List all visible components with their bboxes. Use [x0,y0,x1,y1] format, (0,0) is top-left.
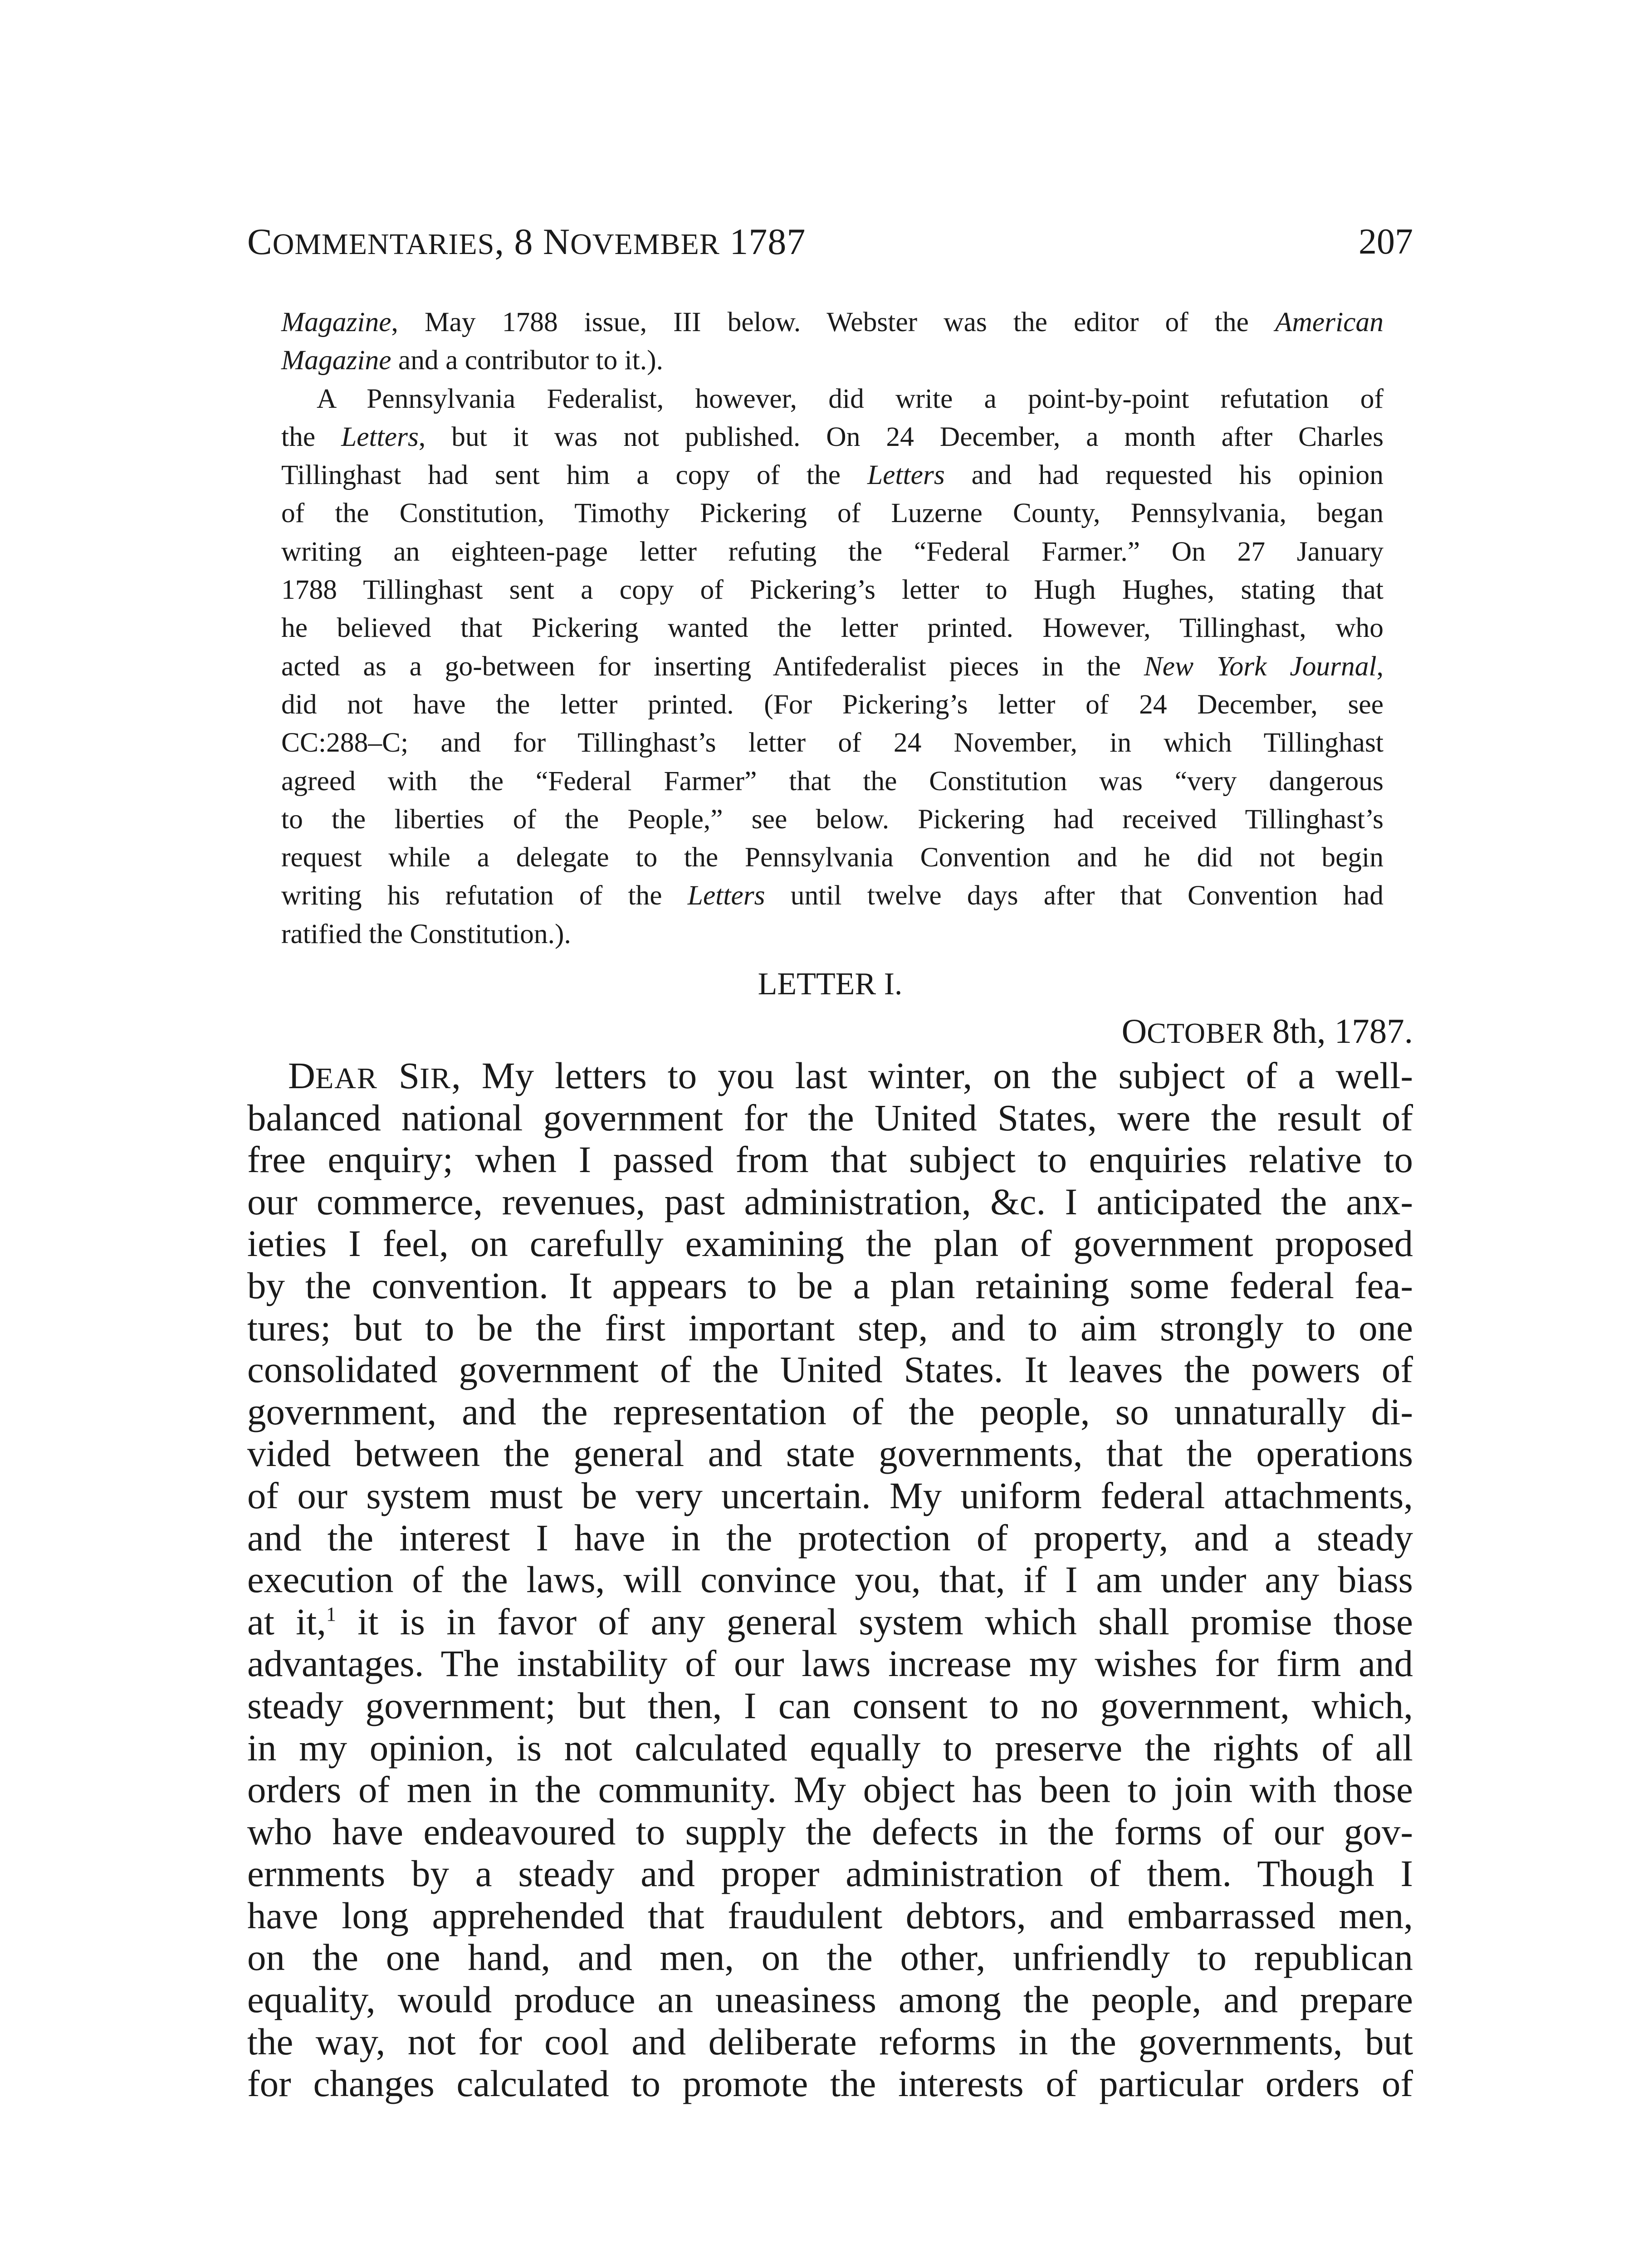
note-line: request while a delegate to the Pennsylvania Convention and he did not begin [281,842,1384,873]
note-line: CC:288–C; and for Tillinghast’s letter of 24 November, in which Tillinghast [281,727,1384,758]
note-line: to the liberties of the People,” see below. Pickering had received Tillinghast’s [281,803,1384,835]
editorial-note [281,303,1384,953]
note-line: 1788 Tillinghast sent a copy of Pickering’s letter to Hugh Hughes, stating that [281,574,1384,606]
note-line: writing his refutation of the Letters until twelve days after that Convention had [281,880,1384,911]
note-line: Magazine, May 1788 issue, III below. Webster was the editor of the American [281,307,1384,337]
body-line: steady government; but then, I can consent to no government, which, [247,1684,1413,1726]
note-line: agreed with the “Federal Farmer” that the Constitution was “very dangerous [281,765,1384,797]
body-line: for changes calculated to promote the interests of particular orders of [247,2063,1413,2105]
note-line: A Pennsylvania Federalist, however, did write a point-by-point refutation of [317,383,1384,414]
letter-date: OCTOBER 8th, 1787. [1121,1012,1413,1051]
body-line: advantages. The instability of our laws increase my wishes for firm and [247,1642,1413,1685]
note-line: of the Constitution, Timothy Pickering of Luzerne County, Pennsylvania, began [281,498,1384,529]
note-line: acted as a go-between for inserting Antifederalist pieces in the New York Journal, [281,650,1384,682]
body-line: by the convention. It appears to be a plan retaining some federal fea- [247,1264,1413,1306]
body-line: and the interest I have in the protection of property, and a steady [247,1516,1413,1559]
body-line: consolidated government of the United States. It leaves the powers of [247,1349,1413,1391]
body-line: at it,$^1$ it is in favor of any general system which shall promise those [247,1600,1413,1642]
running-head-title: COMMENTARIES, 8 NOVEMBER 1787 [247,221,806,262]
footnote-marker: 1 [326,1603,337,1625]
body-line: in my opinion, is not calculated equally to preserve the rights of all [247,1726,1413,1769]
body-line: ernments by a steady and proper administration of them. Though I [247,1853,1413,1895]
body-line: execution of the laws, will convince you, that, if I am under any biass [247,1559,1413,1601]
letter-heading: LETTER I. [758,967,903,1002]
note-line: Magazine and a contributor to it.). [281,345,664,376]
body-line: DEAR SIR, My letters to you last winter, on the subject of a well- [288,1055,1413,1096]
running-head [247,221,1413,262]
body-line: our commerce, revenues, past administration, &c. I anticipated the anx- [247,1180,1413,1222]
note-line: he believed that Pickering wanted the letter printed. However, Tillinghast, who [281,612,1384,644]
body-line: free enquiry; when I passed from that subject to enquiries relative to [247,1139,1413,1181]
body-line: have long apprehended that fraudulent debtors, and embarrassed men, [247,1894,1413,1936]
note-line: ratified the Constitution.). [281,918,571,949]
note-line: Tillinghast had sent him a copy of the Letters and had requested his opinion [281,459,1384,491]
body-line: ieties I feel, on carefully examining the plan of government proposed [247,1222,1413,1265]
body-line: the way, not for cool and deliberate reforms in the governments, but [247,2020,1413,2063]
page-number: 207 [1359,222,1413,262]
body-line: orders of men in the community. My object has been to join with those [247,1769,1413,1811]
body-line: balanced national government for the United States, were the result of [247,1096,1413,1139]
body-line: of our system must be very uncertain. My uniform federal attachments, [247,1474,1413,1516]
body-line: vided between the general and state governments, that the operations [247,1432,1413,1475]
note-line: writing an eighteen-page letter refuting the “Federal Farmer.” On 27 January [281,536,1384,567]
body-line: government, and the representation of the people, so unnaturally di- [247,1390,1413,1432]
note-line: the Letters, but it was not published. On 24 December, a month after Charles [281,421,1384,452]
body-line: tures; but to be the first important step, and to aim strongly to one [247,1306,1413,1349]
letter-body [247,1055,1413,2105]
salutation: DEAR SIR [288,1055,452,1096]
body-line: who have endeavoured to supply the defects in the forms of our gov- [247,1810,1413,1853]
note-line: did not have the letter printed. (For Pickering’s letter of 24 December, see [281,689,1384,720]
body-line: on the one hand, and men, on the other, unfriendly to republican [247,1936,1413,1979]
body-line: equality, would produce an uneasiness among the people, and prepare [247,1979,1413,2021]
